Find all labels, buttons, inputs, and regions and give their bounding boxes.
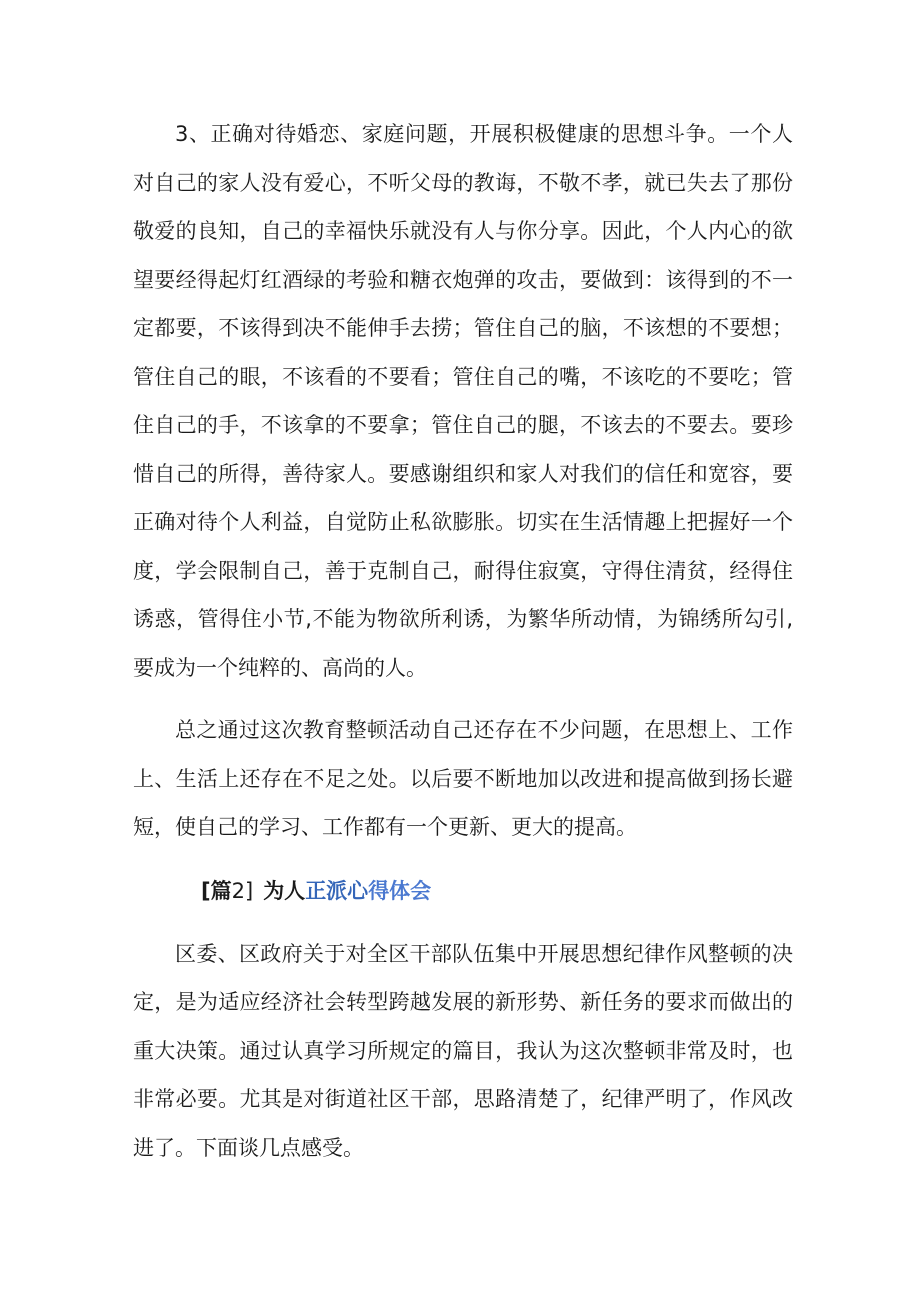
- paragraph-marriage-family: 3、正确对待婚恋、家庭问题，开展积极健康的思想斗争。一个人对自己的家人没有爱心，不听父母的教诲，不敬不孝，就已失去了那份敬爱的良知，自己的幸福快乐就没有人与你分享。因此，个人内心的欲望要经得起灯红酒绿的考验和糖衣炮弹的攻击，要做到：该得到的不一定都要，不该得到决不能伸手去捞；管住自己的脑，不该想的不要想；管住自己的眼，不该看的不要看；管住自己的嘴，不该吃的不要吃；管住自己的手，不该拿的不要拿；管住自己的腿，不该去的不要去。要珍惜自己的所得，善待家人。要感谢组织和家人对我们的信任和宽容，要正确对待个人利益，自觉防止私欲膨胀。切实在生活情趣上把握好一个度，学会限制自己，善于克制自己，耐得住寂寞，守得住清贫，经得住诱惑，管得住小节,不能为物欲所利诱，为繁华所动情，为锦绣所勾引,要成为一个纯粹的、高尚的人。: [133, 122, 793, 680]
- paragraph-rectification-decision: 区委、区政府关于对全区干部队伍集中开展思想纪律作风整顿的决定，是为适应经济社会转型跨越发展的新形势、新任务的要求而做出的重大决策。通过认真学习所规定的篇目，我认为这次整顿非常及时，也非常必要。尤其是对街道社区干部，思路清楚了，纪律严明了，作风改进了。下面谈几点感受。: [133, 941, 793, 1160]
- heading-title-accent-1: 正派心: [305, 878, 369, 903]
- section-heading: [133, 866, 793, 916]
- heading-bracket-open: [: [201, 878, 211, 903]
- heading-title-plain: 为人: [263, 878, 306, 903]
- heading-mark: 篇: [210, 878, 232, 903]
- paragraph-summary: 总之通过这次教育整顿活动自己还存在不少问题，在思想上、工作上、生活上还存在不足之处。以后要不断地加以改进和提高做到扬长避短，使自己的学习、工作都有一个更新、更大的提高。: [133, 718, 793, 839]
- heading-title-accent-2: 得体会: [368, 878, 432, 903]
- document-page: [133, 110, 793, 1172]
- heading-number: 2: [231, 878, 245, 903]
- heading-bracket-close: ]: [244, 878, 254, 903]
